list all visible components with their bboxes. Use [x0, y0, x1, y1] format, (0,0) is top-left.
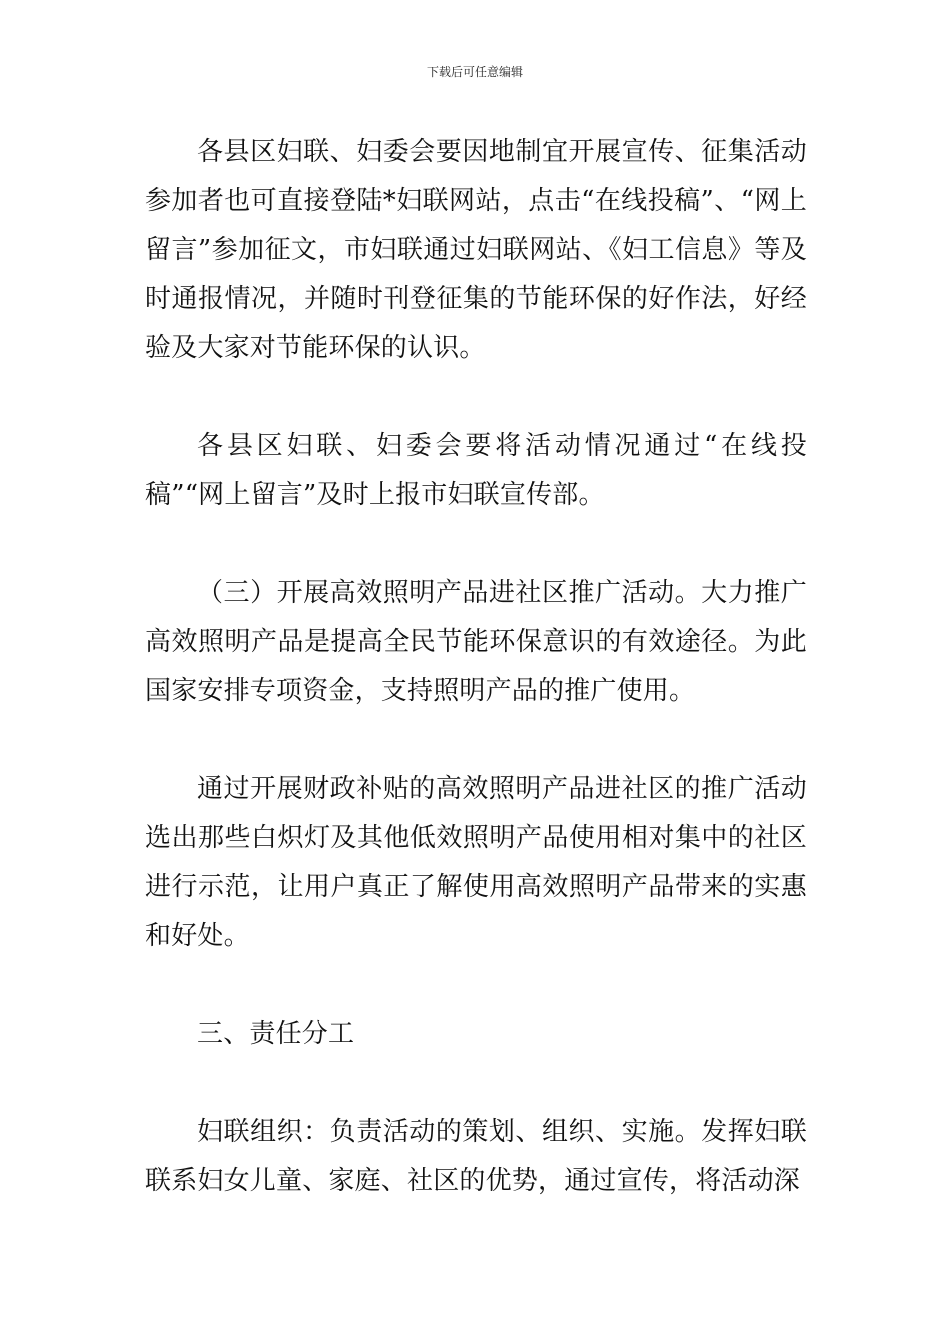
paragraph-lighting-promotion: （三）开展高效照明产品进社区推广活动。大力推广高效照明产品是提高全民节能环保意识的有效途径。为此国家安排专项资金，支持照明产品的推广使用。 — [145, 578, 807, 706]
paragraph-report-activity: 各县区妇联、妇委会要将活动情况通过“在线投稿”“网上留言”及时上报市妇联宣传部。 — [145, 431, 807, 510]
paragraph-publicity-collection: 各县区妇联、妇委会要因地制宜开展宣传、征集活动参加者也可直接登陆*妇联网站，点击“在线投稿”、“网上留言”参加征文，市妇联通过妇联网站、《妇工信息》等及时通报情况，并随时刊登征集的节能环保的好作法，好经验及大家对节能环保的认识。 — [145, 137, 807, 363]
paragraph-subsidy-demonstration: 通过开展财政补贴的高效照明产品进社区的推广活动选出那些白炽灯及其他低效照明产品使用相对集中的社区进行示范，让用户真正了解使用高效照明产品带来的实惠和好处。 — [145, 774, 807, 951]
page-header: 下载后可任意编辑 — [426, 65, 523, 79]
section-heading-responsibilities: 三、责任分工 — [197, 1019, 355, 1049]
paragraph-womens-federation-role: 妇联组织：负责活动的策划、组织、实施。发挥妇联联系妇女儿童、家庭、社区的优势，通过宣传，将活动深 — [145, 1117, 807, 1196]
document-body — [145, 128, 807, 1206]
